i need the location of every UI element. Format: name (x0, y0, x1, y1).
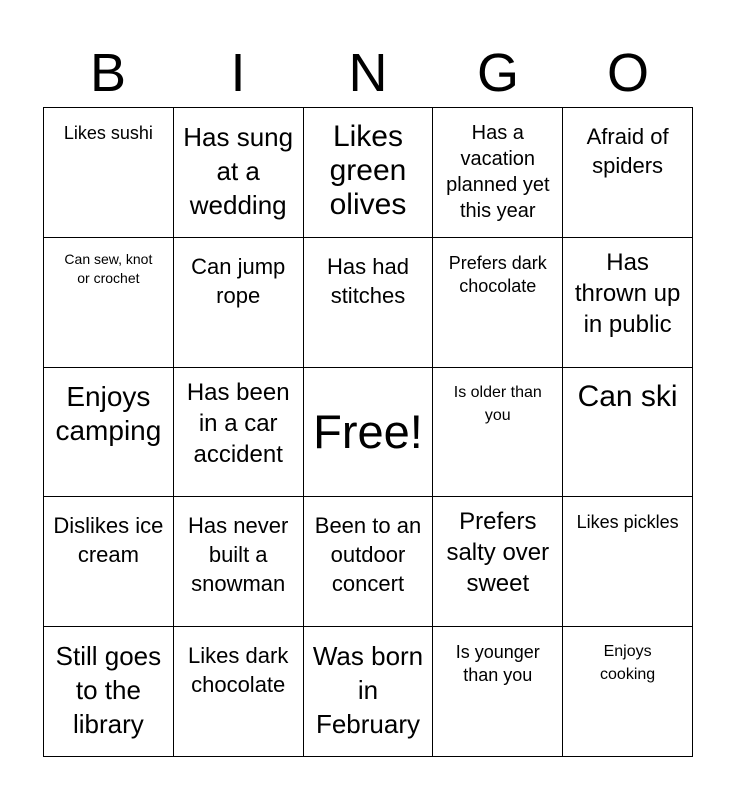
cell-text: Has never built a snowman (188, 513, 289, 597)
bingo-cell[interactable] (44, 497, 174, 627)
bingo-cell[interactable] (304, 108, 434, 238)
header-letter-i: I (230, 43, 246, 103)
bingo-cell[interactable] (174, 368, 304, 498)
bingo-cell[interactable] (44, 627, 174, 757)
bingo-cell[interactable] (563, 368, 693, 498)
bingo-cell[interactable] (44, 108, 174, 238)
bingo-cell[interactable] (433, 497, 563, 627)
cell-text: Is older than you (453, 383, 542, 424)
bingo-cell[interactable] (304, 238, 434, 368)
bingo-cell[interactable] (433, 108, 563, 238)
cell-text: Can sew, knot or crochet (64, 250, 153, 286)
cell-text: Still goes to the library (55, 641, 162, 740)
bingo-card-grid (43, 107, 693, 757)
cell-text: Likes sushi (63, 123, 153, 143)
cell-text: Can ski (577, 379, 678, 413)
cell-text: Prefers salty over sweet (446, 508, 550, 598)
cell-text: Likes pickles (576, 512, 679, 533)
bingo-cell[interactable] (304, 497, 434, 627)
bingo-cell[interactable] (174, 108, 304, 238)
cell-text: Can jump rope (191, 253, 286, 308)
cell-text: Been to an outdoor concert (314, 513, 422, 597)
free-space-cell[interactable] (304, 368, 434, 498)
cell-text: Is younger than you (455, 642, 540, 686)
bingo-cell[interactable] (174, 238, 304, 368)
bingo-cell[interactable] (433, 627, 563, 757)
cell-text: Has a vacation planned yet this year (446, 122, 550, 222)
bingo-cell[interactable] (433, 368, 563, 498)
cell-text: Was born in February (312, 641, 424, 740)
cell-text: Enjoys camping (55, 380, 162, 446)
cell-text: Prefers dark chocolate (448, 252, 547, 296)
cell-text: Has thrown up in public (574, 248, 681, 338)
header-letter-g: G (476, 43, 519, 103)
cell-text: Has sung at a wedding (183, 122, 294, 220)
bingo-cell[interactable] (563, 627, 693, 757)
cell-text: Likes dark chocolate (188, 643, 289, 698)
cell-text: Enjoys cooking (600, 643, 656, 684)
bingo-cell[interactable] (433, 238, 563, 368)
cell-text: Has had stitches (327, 253, 409, 308)
bingo-cell[interactable] (563, 108, 693, 238)
free-space-label: Free! (313, 405, 423, 459)
cell-text: Afraid of spiders (586, 124, 669, 178)
bingo-cell[interactable] (44, 238, 174, 368)
header-letter-o: O (606, 43, 649, 103)
bingo-cell[interactable] (563, 238, 693, 368)
bingo-cell[interactable] (174, 497, 304, 627)
cell-text: Dislikes ice cream (53, 513, 164, 568)
bingo-cell[interactable] (44, 368, 174, 498)
bingo-cell[interactable] (304, 627, 434, 757)
bingo-cell[interactable] (563, 497, 693, 627)
header-letter-n: N (348, 43, 388, 103)
bingo-header (43, 40, 693, 106)
header-letter-b: B (89, 43, 127, 103)
bingo-cell[interactable] (174, 627, 304, 757)
cell-text: Likes green olives (329, 120, 407, 221)
cell-text: Has been in a car accident (186, 378, 290, 468)
